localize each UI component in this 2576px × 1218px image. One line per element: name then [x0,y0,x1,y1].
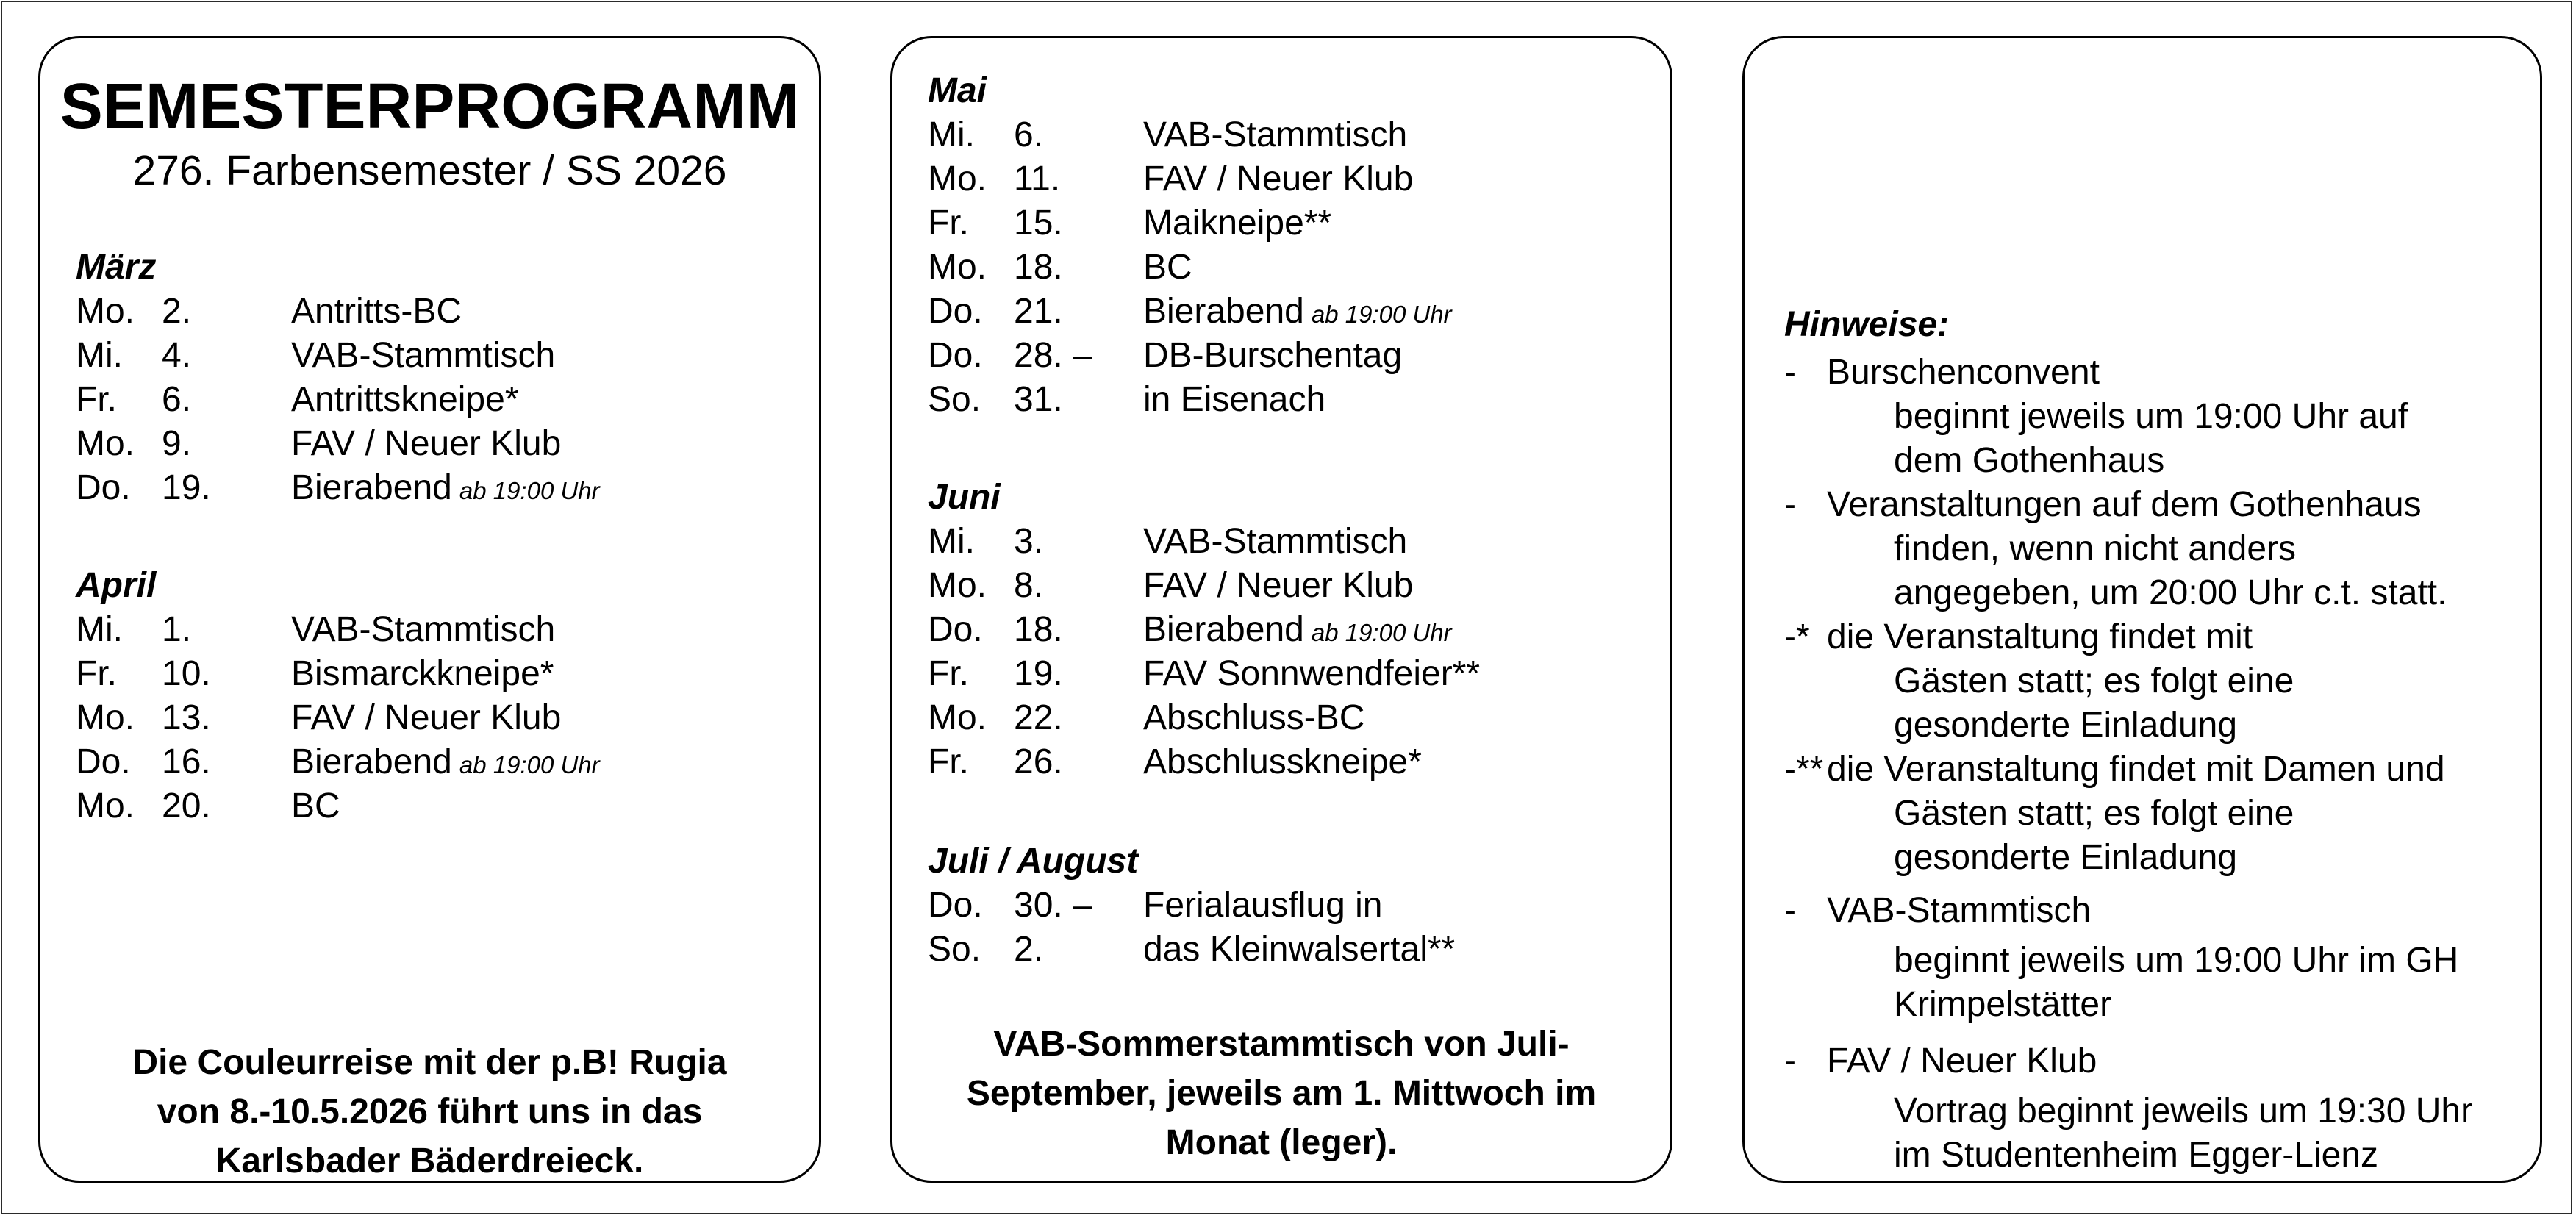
event-note: ab 19:00 Uhr [459,751,600,778]
couleurreise-note [40,1038,819,1186]
hinweis-line: Gästen statt; es folgt eine [1894,662,2294,701]
event-row [928,884,1663,928]
event-row [76,696,811,740]
hinweis-line: Gästen statt; es folgt eine [1894,794,2294,833]
event-name: Bismarckkneipe* [291,654,554,693]
event-name-wrap [291,652,561,699]
event-weekday: Fr. [928,654,969,693]
event-name: in Eisenach [1143,380,1326,419]
hinweis-body [1894,395,2519,483]
event-weekday: Mo. [928,698,987,737]
event-weekday: Do. [76,468,131,507]
hinweis-body [1894,792,2519,880]
event-day: 3. [1014,522,1044,561]
hinweis-line: beginnt jeweils um 19:00 Uhr im GH [1894,941,2459,980]
hinweis-body [1894,659,2519,748]
event-day: 15. [1014,204,1063,243]
hinweis-line: Krimpelstätter [1894,985,2112,1024]
couleurreise-line: Die Couleurreise mit der p.B! Rugia [132,1043,727,1082]
event-row [928,157,1663,201]
event-weekday: Fr. [76,380,117,419]
event-day: 31. [1014,380,1063,419]
event-row [928,608,1663,652]
event-row [928,652,1663,696]
event-name-wrap [1143,740,1429,787]
hinweis-line: Vortrag beginnt jeweils um 19:30 Uhr [1894,1092,2473,1131]
event-name: Bierabend [1143,610,1304,649]
program-title: SEMESTERPROGRAMM [60,71,800,142]
month-juni [928,476,1663,784]
hinweis-lead: VAB-Stammtisch [1827,891,2092,930]
event-weekday: Fr. [928,742,969,781]
hinweise-panel [1742,36,2542,1183]
event-row [928,201,1663,246]
month-maerz [76,246,811,510]
event-name: VAB-Stammtisch [1143,522,1408,561]
event-weekday: Do. [928,886,983,925]
event-row [928,290,1663,334]
event-name: Maikneipe** [1143,204,1332,243]
event-name-wrap [291,334,562,381]
event-name: DB-Burschentag [1143,336,1403,375]
event-note: ab 19:00 Uhr [459,477,600,504]
event-name-wrap [291,740,600,787]
page-frame [1,1,2572,1214]
hinweis-lead: die Veranstaltung findet mit [1827,617,2253,656]
event-name-wrap [291,608,562,655]
event-day: 8. [1014,566,1044,605]
hinweis-marker: - [1784,353,1796,392]
event-row [76,334,811,378]
hinweis-marker: - [1784,485,1796,524]
event-weekday: Mo. [76,424,135,463]
event-day: 20. [162,787,211,825]
hinweis-line: gesonderte Einladung [1894,838,2238,877]
event-day: 9. [162,424,192,463]
event-row [928,928,1663,972]
couleurreise-line: Karlsbader Bäderdreieck. [215,1142,644,1181]
event-name-wrap [1143,520,1414,567]
event-weekday: Fr. [928,204,969,243]
event-weekday: Do. [928,610,983,649]
event-name: BC [1143,248,1192,287]
hinweis-line: angegeben, um 20:00 Uhr c.t. statt. [1894,573,2447,612]
event-name-wrap [1143,378,1333,425]
event-row [76,378,811,422]
event-row [928,696,1663,740]
hinweis-line: finden, wenn nicht anders [1894,529,2297,568]
event-row [76,422,811,466]
hinweis-line: dem Gothenhaus [1894,441,2165,480]
hinweis-lead: Burschenconvent [1827,353,2100,392]
event-name: FAV / Neuer Klub [291,698,562,737]
event-name-wrap [1143,113,1414,160]
program-panel-middle [890,36,1672,1183]
hinweis-lead: FAV / Neuer Klub [1827,1042,2097,1081]
event-weekday: Mi. [928,522,975,561]
event-name-wrap [1143,928,1462,975]
event-day: 26. [1014,742,1063,781]
sommerstammtisch-line: VAB-Sommerstammtisch von Juli- [993,1025,1570,1064]
event-weekday: So. [928,380,981,419]
month-heading: Juni [928,478,1001,517]
event-row [76,466,811,510]
event-name: BC [291,787,340,825]
event-name: FAV / Neuer Klub [1143,160,1414,198]
event-day: 19. [1014,654,1063,693]
event-name: das Kleinwalsertal** [1143,930,1456,969]
month-heading: März [76,248,157,287]
event-name: VAB-Stammtisch [1143,115,1408,154]
event-row [928,564,1663,608]
event-day: 2. [162,292,192,331]
event-name-wrap [1143,157,1420,204]
event-day: 28. – [1014,336,1092,375]
event-name: VAB-Stammtisch [291,336,556,375]
event-weekday: Mi. [76,610,123,649]
event-name-wrap [291,290,469,337]
event-name: Antrittskneipe* [291,380,519,419]
event-row [76,608,811,652]
event-name-wrap [291,378,526,425]
hinweis-marker: - [1784,1042,1796,1081]
sommerstammtisch-note [892,1020,1670,1167]
event-day: 10. [162,654,211,693]
event-row [928,378,1663,422]
event-weekday: Mo. [76,787,135,825]
event-name: VAB-Stammtisch [291,610,556,649]
event-weekday: Mo. [76,292,135,331]
event-weekday: Mi. [928,115,975,154]
event-day: 4. [162,336,192,375]
event-row [928,113,1663,157]
event-name-wrap [1143,564,1420,611]
event-weekday: Mi. [76,336,123,375]
hinweis-body [1894,939,2519,1027]
sommerstammtisch-line: September, jeweils am 1. Mittwoch im [966,1074,1597,1113]
hinweis-lead: Veranstaltungen auf dem Gothenhaus [1827,485,2422,524]
event-name-wrap [1143,884,1390,931]
event-name: Ferialausflug in [1143,886,1383,925]
hinweis-line: im Studentenheim Egger-Lienz [1894,1136,2379,1175]
event-name: Bierabend [1143,292,1304,331]
hinweis-body [1894,1089,2519,1178]
month-april [76,564,811,828]
month-juli-august [928,839,1663,972]
event-row [76,290,811,334]
event-weekday: Do. [76,742,131,781]
event-weekday: Mo. [76,698,135,737]
event-name: FAV / Neuer Klub [291,424,562,463]
event-day: 6. [162,380,192,419]
event-weekday: Do. [928,336,983,375]
program-panel-left [38,36,821,1183]
event-weekday: Fr. [76,654,117,693]
event-name: Antritts-BC [291,292,462,331]
event-weekday: Mo. [928,248,987,287]
month-heading: April [76,566,157,605]
month-heading: Juli / August [928,842,1139,881]
event-name-wrap [1143,246,1200,293]
event-name-wrap [291,422,568,469]
hinweis-marker: -* [1784,617,1810,656]
event-row [76,740,811,784]
event-name-wrap [291,784,348,831]
event-weekday: Mo. [928,160,987,198]
event-row [928,740,1663,784]
event-row [928,520,1663,564]
event-day: 1. [162,610,192,649]
event-note: ab 19:00 Uhr [1311,619,1452,646]
hinweise-heading: Hinweise: [1784,305,1950,344]
hinweis-line: beginnt jeweils um 19:00 Uhr auf [1894,397,2408,436]
hinweis-marker: - [1784,891,1796,930]
event-name-wrap [1143,608,1452,655]
event-name-wrap [1143,696,1372,743]
month-mai [928,69,1663,422]
event-weekday: Do. [928,292,983,331]
program-subtitle: 276. Farbensemester / SS 2026 [132,147,727,194]
event-day: 18. [1014,248,1063,287]
hinweis-line: gesonderte Einladung [1894,706,2238,745]
event-note: ab 19:00 Uhr [1311,301,1452,328]
event-name-wrap [291,466,600,513]
hinweis-lead: die Veranstaltung findet mit Damen und [1827,750,2445,789]
event-name: Abschluss-BC [1143,698,1365,737]
hinweis-marker: -** [1784,750,1824,789]
event-name: Abschlusskneipe* [1143,742,1422,781]
event-day: 30. – [1014,886,1092,925]
event-day: 2. [1014,930,1044,969]
event-row [76,652,811,696]
couleurreise-line: von 8.-10.5.2026 führt uns in das [157,1092,703,1131]
event-name: Bierabend [291,742,452,781]
event-name-wrap [1143,201,1339,248]
month-heading: Mai [928,71,987,110]
event-name: Bierabend [291,468,452,507]
event-row [76,784,811,828]
event-name: FAV / Neuer Klub [1143,566,1414,605]
event-row [928,334,1663,378]
event-weekday: So. [928,930,981,969]
event-weekday: Mo. [928,566,987,605]
event-day: 22. [1014,698,1063,737]
event-day: 13. [162,698,211,737]
event-day: 19. [162,468,211,507]
event-name-wrap [291,696,568,743]
event-day: 21. [1014,292,1063,331]
event-row [928,246,1663,290]
sommerstammtisch-line: Monat (leger). [1165,1123,1398,1162]
event-day: 16. [162,742,211,781]
event-name-wrap [1143,652,1487,699]
event-name-wrap [1143,334,1409,381]
event-day: 18. [1014,610,1063,649]
event-day: 6. [1014,115,1044,154]
event-day: 11. [1014,160,1061,198]
event-name: FAV Sonnwendfeier** [1143,654,1481,693]
hinweis-body [1894,527,2519,615]
event-name-wrap [1143,290,1452,337]
